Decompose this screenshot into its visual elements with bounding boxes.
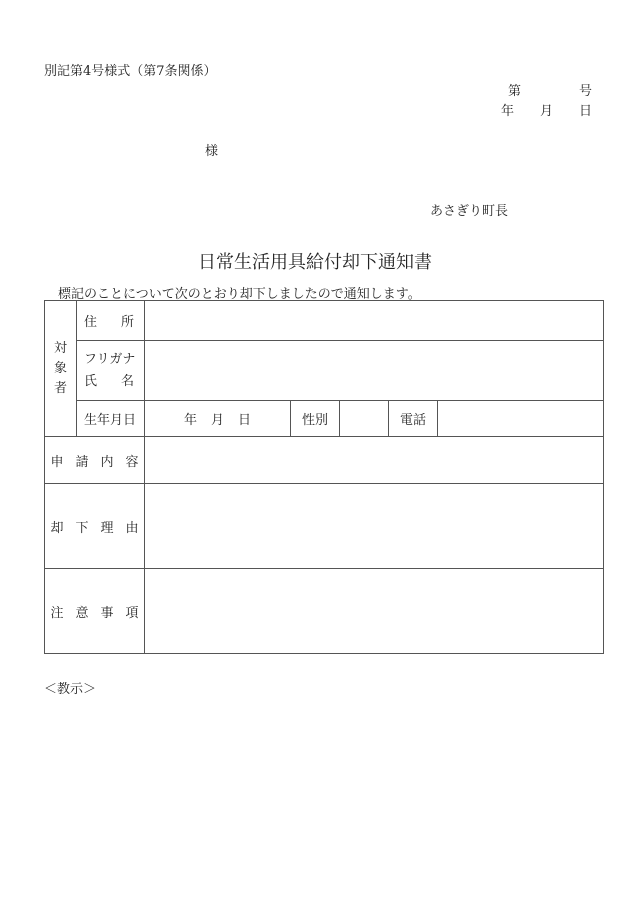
address-field[interactable]	[145, 301, 604, 341]
application-content-label: 申 請 内 容	[45, 437, 145, 484]
number-suffix: 号	[578, 84, 592, 99]
phone-field[interactable]	[438, 401, 604, 437]
address-row	[45, 301, 604, 341]
document-title: 日常生活用具給付却下通知書	[198, 252, 432, 273]
notes-row	[45, 569, 604, 654]
furigana-label: フリガナ	[84, 351, 136, 367]
instruction-heading: ＜教示＞	[44, 682, 97, 697]
date-year: 年	[500, 104, 514, 119]
address-label: 住 所	[77, 301, 145, 341]
rejection-row	[45, 484, 604, 569]
phone-label: 電話	[389, 401, 438, 437]
recipient-suffix: 様	[205, 144, 219, 159]
full-name-label: 氏 名	[84, 373, 135, 389]
intro-text: 標記のことについて次のとおり却下しましたので通知します。	[58, 287, 421, 302]
notes-label: 注 意 事 項	[45, 569, 145, 654]
rejection-reason-field[interactable]	[145, 484, 604, 569]
name-row	[45, 341, 604, 401]
gender-field[interactable]	[340, 401, 389, 437]
date-day: 日	[578, 104, 592, 119]
subject-group-label: 対 象 者	[45, 301, 77, 437]
birthdate-row	[45, 401, 604, 437]
application-content-field[interactable]	[145, 437, 604, 484]
name-field[interactable]	[145, 341, 604, 401]
sender-name: あさぎり町長	[430, 204, 509, 219]
number-prefix: 第	[507, 84, 521, 99]
gender-label: 性別	[291, 401, 340, 437]
date-month: 月	[539, 104, 553, 119]
birthdate-label: 生年月日	[77, 401, 145, 437]
name-label	[77, 341, 145, 401]
document-number	[508, 80, 592, 99]
rejection-reason-label: 却 下 理 由	[45, 484, 145, 569]
application-row	[45, 437, 604, 484]
notice-form-table	[44, 300, 604, 654]
document-date	[501, 100, 592, 119]
birthdate-field[interactable]: 年 月 日	[145, 401, 291, 437]
notes-field[interactable]	[145, 569, 604, 654]
form-number-label: 別記第4号様式（第7条関係）	[44, 64, 217, 79]
